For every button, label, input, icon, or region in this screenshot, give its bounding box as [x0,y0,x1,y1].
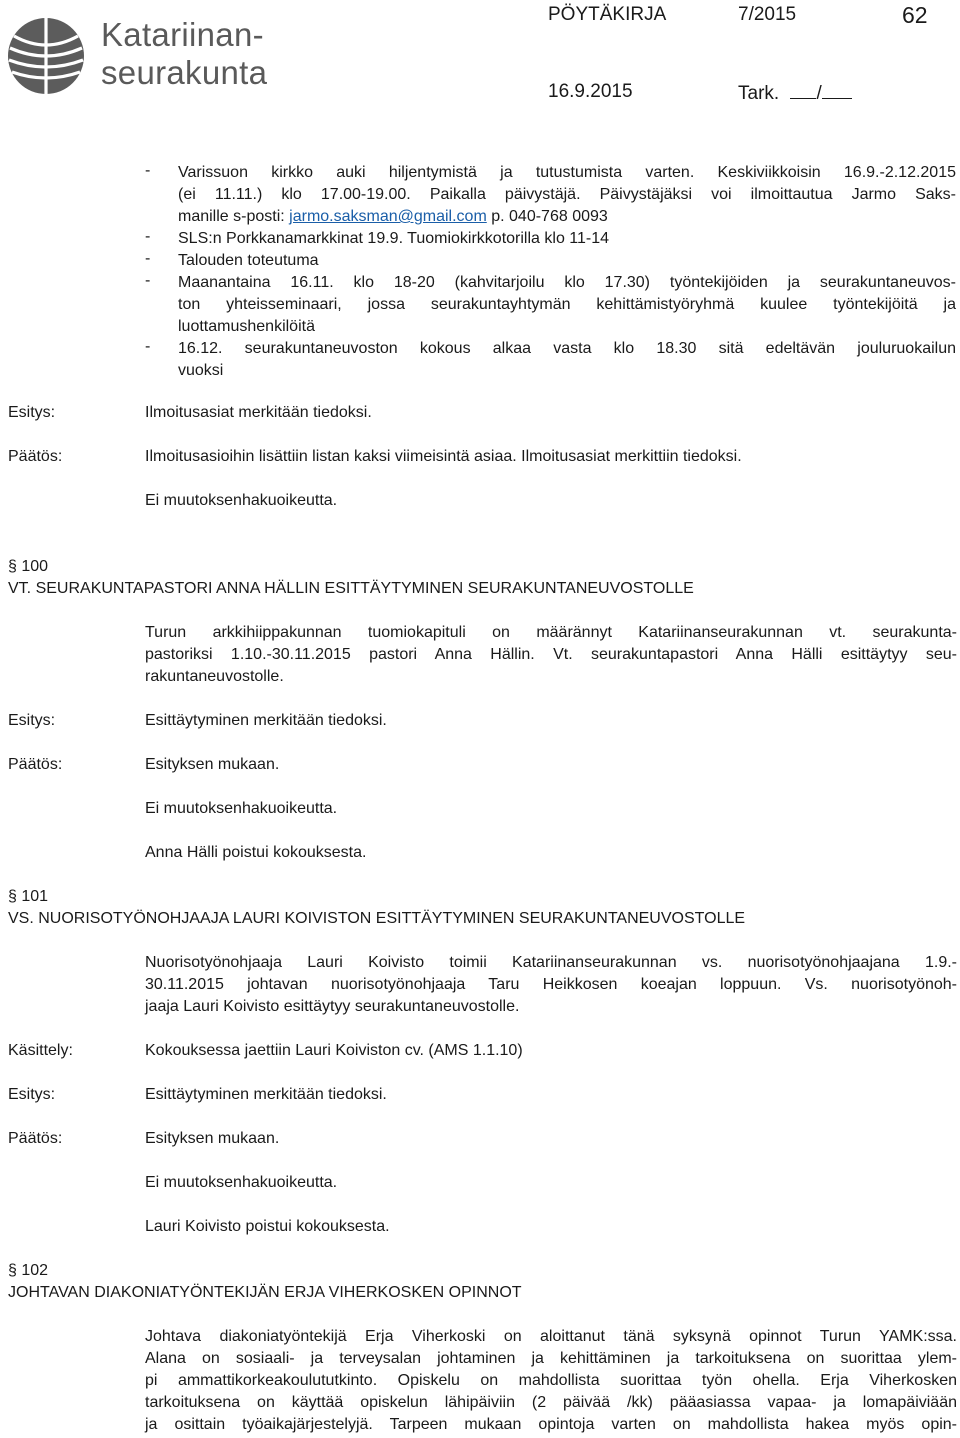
list-item-1: Varissuon kirkko auki hiljentymistä ja tutustumista varten. Keskiviikkoisin 16.9.-2.12.2015 (ei 11.11.) klo 17.00-19.00. Paikalla päivystäjä. Päivystäjäksi voi ilmoittautua Jarmo Saks- manille s-posti: jarmo.saksman@gmail.com p. 040-768 0093 [178,164,956,225]
paatos-label: Päätös: [8,448,63,465]
page-number: 62 [902,2,928,28]
paatos-label: Päätös: [8,756,63,773]
list-item-4: Maanantaina 16.11. klo 18-20 (kahvitarjoilu klo 17.30) työntekijöiden ja seurakuntaneuvos- ton yhteisseminaari, jossa seurakuntayhtymän kehittämistyöryhmä kuulee työntekijöitä ja luottamushenkilöitä [178,274,956,335]
esitys-label: Esitys: [8,712,56,729]
doc-number: 7/2015 [738,4,797,25]
section-title: VS. NUORISOTYÖNOHJAAJA LAURI KOIVISTON ESITTÄYTYMINEN SEURAKUNTANEUVOSTOLLE [8,910,746,927]
list-item-3: Talouden toteutuma [178,252,319,269]
paatos-text: Esityksen mukaan. [145,756,280,773]
section-number: § 100 [8,558,49,575]
tark-field [738,81,852,105]
section-paragraph: Turun arkkihiippakunnan tuomiokapituli on määrännyt Katariinanseurakunnan vt. seurakunta- pastoriksi 1.10.-30.11.2015 pastori Anna Hällin. Vt. seurakuntapastori Anna Hälli esittäytyy seu- rakuntaneuvostolle. [145,624,957,685]
logo-mark-icon [6,16,86,96]
departure-note: Lauri Koivisto poistui kokouksesta. [145,1218,390,1235]
tark-blank-2 [822,81,852,99]
appeal-note: Ei muutoksenhakuoikeutta. [145,492,338,509]
esitys-text: Esittäytyminen merkitään tiedoksi. [145,712,387,729]
section-number: § 102 [8,1262,49,1279]
parish-logo [6,16,276,96]
paatos-text: Esityksen mukaan. [145,1130,280,1147]
list-bullet: - [145,272,151,289]
esitys-label: Esitys: [8,404,56,421]
section-paragraph: Nuorisotyönohjaaja Lauri Koivisto toimii Katariinanseurakunnan vs. nuorisotyönohjaajana 1.9.- 30.11.2015 johtavan nuorisotyönohjaaja Taru Heikkosen koeajan loppuun. Vs. nuorisotyönoh- jaaja Lauri Koivisto esittäytyy seurakuntaneuvostolle. [145,954,957,1015]
esitys-text: Ilmoitusasiat merkitään tiedoksi. [145,404,372,421]
list-item-2: SLS:n Porkkanamarkkinat 19.9. Tuomiokirkkotorilla klo 11-14 [178,230,610,247]
appeal-note: Ei muutoksenhakuoikeutta. [145,1174,338,1191]
departure-note: Anna Hälli poistui kokouksesta. [145,844,367,861]
doc-type: PÖYTÄKIRJA [548,4,667,25]
section-title: JOHTAVAN DIAKONIATYÖNTEKIJÄN ERJA VIHERKOSKEN OPINNOT [8,1284,522,1301]
logo-line-2: seurakunta [101,54,268,91]
section-number: § 101 [8,888,49,905]
kasittely-text: Kokouksessa jaettiin Lauri Koiviston cv. (AMS 1.1.10) [145,1042,523,1059]
logo-line-1: Katariinan- [101,16,264,53]
list-item-5: 16.12. seurakuntaneuvoston kokous alkaa vasta klo 18.30 sitä edeltävän jouluruokailun vuoksi [178,340,956,379]
section-title: VT. SEURAKUNTAPASTORI ANNA HÄLLIN ESITTÄYTYMINEN SEURAKUNTANEUVOSTOLLE [8,580,694,597]
list-bullet: - [145,228,151,245]
kasittely-label: Käsittely: [8,1042,73,1059]
paatos-text: Ilmoitusasioihin lisättiin listan kaksi viimeisintä asiaa. Ilmoitusasiat merkittiin tiedoksi. [145,448,742,465]
list-bullet: - [145,162,151,179]
tark-blank-1 [790,81,816,99]
esitys-label: Esitys: [8,1086,56,1103]
section-paragraph: Johtava diakoniatyöntekijä Erja Viherkoski on aloittanut tänä syksynä opinnot Turun YAMK:ssa. Alana on sosiaali- ja terveysalan johtaminen ja kehittäminen ja tarkoituksena on suorittaa ylem- pi ammattikorkeakoulututkinto. Opiskelu on mahdollista suorittaa työn ohella. Erja Viherkosken tarkoituksena on käyttää opiskelun lähipäiviin (2 päivää /kk) pääasiassa vapaa- ja lomapäiviään ja osittain työaikajärjestelyjä. Tarpeen mukaan opintoja varten on mahdollista hakea myös opin- [145,1328,957,1433]
esitys-text: Esittäytyminen merkitään tiedoksi. [145,1086,387,1103]
logo-wordmark [101,16,267,92]
doc-date: 16.9.2015 [548,81,633,102]
email-link[interactable]: jarmo.saksman@gmail.com [289,208,487,225]
paatos-label: Päätös: [8,1130,63,1147]
list-bullet: - [145,338,151,355]
list-bullet: - [145,250,151,267]
tark-label: Tark. [738,83,780,104]
appeal-note: Ei muutoksenhakuoikeutta. [145,800,338,817]
tark-separator: / [816,83,822,104]
